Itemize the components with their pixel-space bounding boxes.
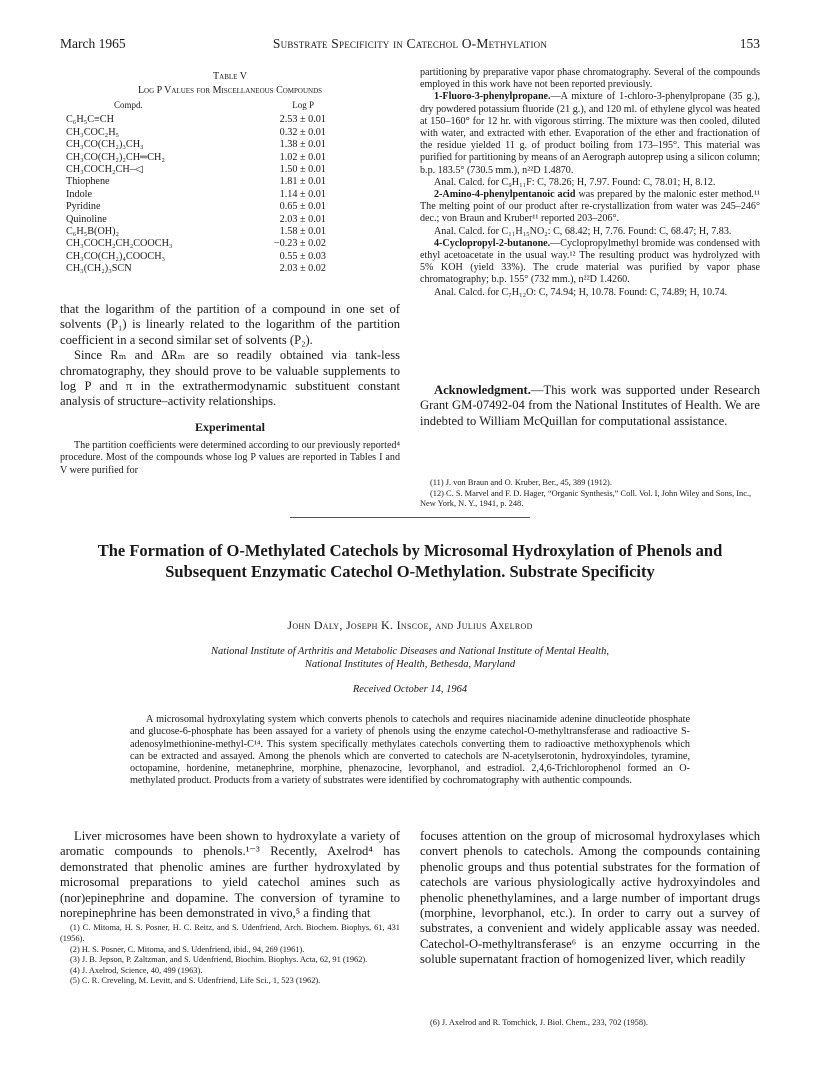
footnote: (12) C. S. Marvel and F. D. Hager, “Organic Synthesis,” Coll. Vol. I, John Wiley and Sons, Inc., New York, N. Y., 1941, p. 248. (420, 488, 752, 509)
compound-cell: Quinoline (66, 213, 107, 225)
body-right (420, 829, 760, 968)
footnote: (2) H. S. Posner, C. Mitoma, and S. Udenfriend, ibid., 94, 269 (1961). (70, 944, 305, 954)
divider (290, 517, 530, 518)
footnotes-left (60, 923, 400, 987)
table-row (66, 201, 366, 213)
compound-cell: CH₃COCH₂CH₂COOCH₃ (66, 238, 173, 250)
section-heading-experimental: Experimental (195, 419, 265, 434)
table-row (66, 114, 366, 126)
compound-prep-2: 2-Amino-4-phenylpentanoic acid was prepared by the malonic ester method.¹¹ The melting point of our product after re-crystallization from water was 245–246° dec.; von Braun and Kruber¹¹ reported 203–206°. (420, 189, 761, 225)
analysis: Anal. Calcd. for C₁₁H₁₅NO₂: C, 68.42; H, 7.76. Found: C, 68.47; H, 7.83. (434, 225, 732, 237)
logp-table (66, 97, 366, 276)
table-row (66, 189, 366, 201)
table-label: Table V (213, 71, 247, 82)
logp-cell: 0.32 ± 0.01 (279, 126, 326, 138)
logp-cell: 1.58 ± 0.01 (279, 226, 326, 238)
compound-cell: C₆H₅B(OH)₂ (66, 226, 120, 238)
paragraph: partitioning by preparative vapor phase chromatography. Several of the compounds employed in this work have not been reported previously. (420, 67, 760, 91)
compound-cell: CH₃COCH₂CH–◁ (66, 164, 143, 176)
acknowledgment: Acknowledgment.—This work was supported under Research Grant GM-07492-04 from the National Institutes of Health. We are indebted to William McQuillan for computational assistance. (420, 383, 760, 428)
logp-cell: 1.38 ± 0.01 (279, 139, 326, 151)
compound-cell: CH₃(CH₂)₃SCN (66, 263, 132, 275)
table-row (66, 176, 366, 188)
footnotes-top-right (420, 478, 760, 510)
abstract: A microsomal hydroxylating system which converts phenols to catechols and requires niacinamide adenine dinucleotide phosphate and glucose-6-phosphate has been assayed for a variety of phenols using the enzyme catechol-O-methyltransferase and radioactive S-adenosylmethionine-methyl-C¹⁴. This system specifically methylates catechols converting them to radioactive methoxyphenols which can be extracted and assayed. Among the phenols which are converted to catechols are N-acetylserotonin, hydroxyindoles, tyramine, octopamine, hordenine, metanephrine, morphine, phenazocine, levorphanol, and estradiol. 2,4,6-Trichlorophenol formed an O-methylated product. Products from a variety of substrates were identified by cochromatography with authentic compounds. (130, 714, 690, 787)
table-caption: Log P Values for Miscellaneous Compounds (137, 85, 323, 96)
compound-cell: CH₃CO(CH₂)₃CH₃ (66, 139, 144, 151)
header-date: March 1965 (60, 36, 126, 51)
table-row (66, 263, 366, 275)
logp-cell: 1.02 ± 0.01 (279, 151, 326, 163)
logp-cell: 2.03 ± 0.01 (279, 213, 326, 225)
logp-cell: 1.50 ± 0.01 (279, 164, 326, 176)
paragraph: Liver microsomes have been shown to hydroxylate a variety of aromatic compounds to phenols.¹⁻³ Recently, Axelrod⁴ has demonstrated that phenolic amines are further hydroxylated by microsomal preparations to yield catechol amines such as (nor)epinephrine and dopamine. The conversion of tyramine to norepinephrine has been demonstrated in vivo,⁵ a finding that (60, 829, 400, 921)
left-column-text (60, 302, 400, 477)
table-row (66, 139, 366, 151)
article-authors: John Daly, Joseph K. Inscoe, and Julius Axelrod (287, 618, 533, 632)
logp-cell: 0.65 ± 0.01 (279, 201, 326, 213)
compound-cell: Indole (66, 188, 93, 200)
logp-cell: 2.53 ± 0.01 (279, 114, 326, 126)
compound-name: 1-Fluoro-3-phenylpropane. (434, 91, 551, 103)
footnote-right: (6) J. Axelrod and R. Tomchick, J. Biol. Chem., 233, 702 (1958). (430, 1018, 648, 1027)
logp-cell: −0.23 ± 0.02 (273, 238, 326, 250)
acknowledgment-label: Acknowledgment. (434, 383, 531, 397)
received-date: Received October 14, 1964 (352, 684, 468, 695)
compound-cell: CH₃CO(CH₂)₄COOCH₃ (66, 250, 166, 262)
page-number: 153 (739, 36, 760, 51)
compound-cell: CH₃COC₂H₅ (66, 126, 120, 138)
footnote: (11) J. von Braun and O. Kruber, Ber., 45, 389 (1912). (430, 478, 612, 487)
body-left (60, 829, 400, 987)
col-header-logp: Log P (292, 100, 314, 110)
compound-name: 4-Cyclopropyl-2-butanone. (434, 237, 551, 249)
table-v (60, 70, 400, 276)
table-row (66, 251, 366, 263)
footnote: (5) C. R. Creveling, M. Levitt, and S. Udenfriend, Life Sci., 1, 523 (1962). (70, 976, 321, 986)
compound-cell: C₆H₅C≡CH (66, 114, 114, 126)
article-title: The Formation of O-Methylated Catechols by Microsomal Hydroxylation of Phenols and Subsequent Enzymatic Catechol O-Methylation. Substrate Specificity (97, 541, 723, 581)
running-header (60, 36, 760, 54)
analysis: Anal. Calcd. for C₉H₁₁F: C, 78.26; H, 7.97. Found: C, 78.01; H, 8.12. (434, 176, 716, 188)
paragraph: Since Rₘ and ΔRₘ are so readily obtained via tank-less chromatography, they should prove to be valuable supplements to log P and π in the extrathermodynamic substituent constant analysis of structure–activity relationships. (60, 348, 400, 409)
logp-cell: 2.03 ± 0.02 (279, 263, 326, 275)
table-row (66, 152, 366, 164)
analysis: Anal. Calcd. for C₇H₁₂O: C, 74.94; H, 10.78. Found: C, 74.89; H, 10.74. (434, 286, 728, 298)
right-column-text (420, 67, 760, 299)
table-row (66, 164, 366, 176)
affiliation: National Institute of Arthritis and Metabolic Diseases and National Institute of Mental Health, National Institutes of Health, Bethesda, Maryland (211, 646, 609, 670)
paragraph: focuses attention on the group of microsomal hydroxylases which convert phenols to catechols. Among the compounds containing phenolic groups and thus potential substrates for the formation of catechols are various physiologically active hydroxyindoles and phenolic phenethylamines, and a large number of important drugs (morphine, levorphanol, etc.). In order to carry out a survey of substrates, a convenient and widely applicable assay was needed. Catechol-O-methyltransferase⁶ is an enzyme occurring in the soluble supernatant fraction of homogenized liver, which readily (420, 829, 760, 967)
table-body (66, 114, 366, 275)
paragraph: that the logarithm of the partition of a compound in one set of solvents (P₁) is linearly related to the logarithm of the partition coefficient in a second similar set of solvents (P₂). (60, 302, 400, 347)
compound-cell: Thiophene (66, 176, 110, 188)
table-row (66, 214, 366, 226)
compound-cell: CH₃CO(CH₂)₂CH═CH₂ (66, 151, 165, 163)
compound-prep-1: 1-Fluoro-3-phenylpropane.—A mixture of 1-chloro-3-phenylpropane (35 g.), dry powdered potassium fluoride (21 g.), and 120 ml. of ethylene glycol was heated at 150–160° for 12 hr. with vigorous stirring. The mixture was then cooled, diluted with water, and extracted with ether. Evaporation of the ether and fractionation of the residue yielded 11 g. of product boiling from 173–195°. This material was purified for partitioning by means of an Aerograph autoprep using a silicon column; b.p. 183.5° (730.5 mm.), n²²D 1.4870. (420, 91, 760, 176)
col-header-compound: Compd. (114, 100, 143, 110)
footnote: (4) J. Axelrod, Science, 40, 499 (1963). (70, 965, 203, 975)
table-row (66, 238, 366, 250)
paragraph: The partition coefficients were determined according to our previously reported⁴ procedure. Most of the compounds whose log P values are reported in Tables I and V were purified for (60, 440, 400, 476)
compound-cell: Pyridine (66, 201, 101, 213)
footnote: (3) J. B. Jepson, P. Zaltzman, and S. Udenfriend, Biochim. Biophys. Acta, 62, 91 (1962). (70, 955, 368, 965)
table-row (66, 226, 366, 238)
table-row (66, 127, 366, 139)
footnote: (1) C. Mitoma, H. S. Posner, H. C. Reitz, and S. Udenfriend, Arch. Biochem. Biophys, 61, 431 (1956). (60, 923, 400, 944)
compound-name: 2-Amino-4-phenylpentanoic acid (434, 189, 576, 201)
compound-prep-3: 4-Cyclopropyl-2-butanone.—Cyclopropylmethyl bromide was condensed with ethyl acetoacetate in the usual way.¹² The resulting product was hydrolyzed with 5% KOH (yield 33%). The crude material was purified by vapor phase chromatography; b.p. 155° (732 mm.), n²²D 1.4260. (420, 237, 760, 286)
header-running-title: Substrate Specificity in Catechol O-Methylation (272, 36, 548, 51)
logp-cell: 0.55 ± 0.03 (279, 250, 326, 262)
logp-cell: 1.81 ± 0.01 (279, 176, 326, 188)
logp-cell: 1.14 ± 0.01 (279, 188, 326, 200)
